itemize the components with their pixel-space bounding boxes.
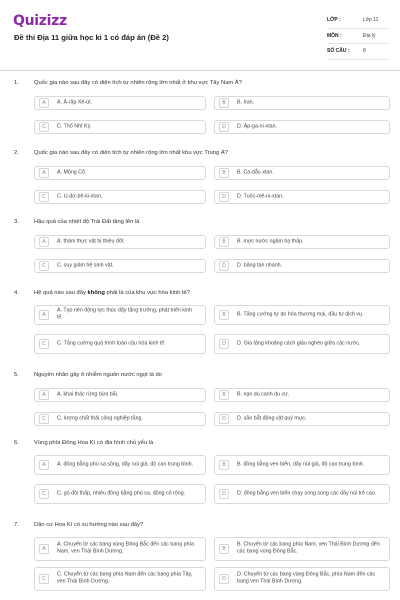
- question-text: Quốc gia nào sau đây có diện tích tự nhiên rộng lớn nhất khu vực Trung Á?: [34, 150, 228, 156]
- option-d[interactable]: [214, 412, 390, 426]
- option-b[interactable]: [214, 305, 390, 325]
- option-text: B. Ca-dắc-xtan.: [237, 169, 274, 176]
- option-letter: C: [39, 414, 49, 424]
- option-text: C. suy giảm hệ sinh vật.: [57, 262, 114, 269]
- option-text: C. lượng chất thải công nghiệp tăng.: [57, 415, 143, 422]
- option-letter: B: [219, 98, 229, 108]
- option-text: C. U-dơ-bê-ki-xtan.: [57, 193, 103, 200]
- option-letter: C: [39, 339, 49, 349]
- option-text: A. Tạo nên động lực thúc đẩy tăng trưởng, phát triển kinh tế.: [57, 307, 193, 321]
- option-letter: C: [39, 192, 49, 202]
- option-text: B. Chuyển từ các bang phía Nam, ven Thái Bình Dương đến các bang vùng Đông Bắc.: [237, 541, 380, 555]
- option-letter: A: [39, 98, 49, 108]
- option-letter: B: [219, 237, 229, 247]
- option-b[interactable]: [214, 96, 390, 110]
- option-text: A. Mông Cổ.: [57, 169, 87, 176]
- option-text: D. săn bắt động vật quý mực.: [237, 415, 307, 422]
- header-divider: [0, 70, 400, 71]
- option-a[interactable]: [34, 166, 206, 180]
- option-a[interactable]: [34, 537, 206, 561]
- option-d[interactable]: [214, 567, 390, 591]
- option-text: B. Tăng cường tự do hóa thương mại, đầu tư dịch vụ.: [237, 311, 364, 318]
- option-letter: D: [219, 122, 229, 132]
- option-a[interactable]: [34, 96, 206, 110]
- option-c[interactable]: [34, 412, 206, 426]
- option-letter: A: [39, 460, 49, 470]
- option-letter: B: [219, 168, 229, 178]
- worksheet-header: [0, 0, 400, 62]
- option-c[interactable]: [34, 484, 206, 504]
- question-1: [14, 80, 390, 130]
- option-text: D. Gia tăng khoảng cách giàu nghèo giữa các nước.: [237, 340, 361, 347]
- question-text: Dân cư Hoa Kì có xu hướng nào sau đây?: [34, 522, 144, 528]
- option-text: B. mực nước ngầm hạ thấp.: [237, 238, 304, 245]
- option-d[interactable]: [214, 334, 390, 354]
- option-text: D. Tuốc-mê-ni-xtan.: [237, 193, 284, 200]
- option-d[interactable]: [214, 120, 390, 134]
- option-letter: D: [219, 192, 229, 202]
- option-b[interactable]: [214, 388, 390, 402]
- question-number: 3.: [14, 219, 19, 225]
- question-text: Hệ quả nào sau đây không phải là của khu vực hóa kinh tế?: [34, 290, 190, 296]
- option-text: A. Chuyển từ các bang vùng Đông Bắc đến các bang phía Nam, ven Thái Bình Dương.: [57, 541, 194, 555]
- option-text: C. gò đồi thấp, nhiều đồng bằng phù sa, đồng cỏ rộng.: [57, 490, 186, 497]
- option-letter: C: [39, 122, 49, 132]
- option-letter: D: [219, 489, 229, 499]
- worksheet-title: Đề thi Địa 11 giữa học kì 1 có đáp án (Đề 2): [14, 33, 169, 42]
- option-d[interactable]: [214, 484, 390, 504]
- question-number: 4.: [14, 290, 19, 296]
- option-d[interactable]: [214, 190, 390, 204]
- option-text: D. Áp-ga-ni-xtan.: [237, 123, 278, 130]
- option-text: B. đồng bằng ven biển, dãy núi già, độ cao trung bình.: [237, 461, 365, 468]
- option-text: D. Chuyển từ các bang vùng Đông Bắc, phía Nam đến các bang ven Thái Bình Dương.: [237, 571, 376, 585]
- option-letter: D: [219, 339, 229, 349]
- option-text: A. khai thác rừng bừa bãi.: [57, 391, 119, 398]
- meta-row-count: [327, 44, 389, 60]
- option-letter: A: [39, 168, 49, 178]
- option-c[interactable]: [34, 120, 206, 134]
- option-letter: A: [39, 390, 49, 400]
- option-text: D. đồng bằng ven biển chạy song song các dãy núi trẻ cao.: [237, 490, 377, 497]
- option-text: D. băng tan nhanh.: [237, 262, 283, 269]
- option-letter: B: [219, 310, 229, 320]
- question-5: [14, 372, 390, 422]
- meta-label: LỚP :: [327, 17, 341, 24]
- question-text: Quốc gia nào sau đây có diện tích tự nhiên rộng lớn nhất ở khu vực Tây Nam Á?: [34, 80, 242, 86]
- option-letter: C: [39, 261, 49, 271]
- meta-value: 8: [363, 48, 366, 55]
- option-text: B. Iran.: [237, 99, 255, 106]
- question-number: 5.: [14, 372, 19, 378]
- question-2: [14, 150, 390, 200]
- option-text: C. Tăng cường quá trình toàn cầu hóa kinh tế.: [57, 340, 166, 347]
- option-letter: B: [219, 390, 229, 400]
- option-c[interactable]: [34, 190, 206, 204]
- option-letter: A: [39, 310, 49, 320]
- option-letter: D: [219, 414, 229, 424]
- question-number: 7.: [14, 522, 19, 528]
- option-letter: C: [39, 574, 49, 584]
- option-c[interactable]: [34, 567, 206, 591]
- meta-value: Địa lý: [363, 32, 376, 39]
- quizizz-logo: Quizizz: [13, 13, 67, 29]
- question-3: [14, 219, 390, 269]
- question-number: 6.: [14, 440, 19, 446]
- option-letter: A: [39, 544, 49, 554]
- meta-value: Lớp 11: [363, 17, 379, 24]
- meta-row-class: [327, 13, 389, 29]
- option-d[interactable]: [214, 259, 390, 273]
- option-a[interactable]: [34, 235, 206, 249]
- option-letter: B: [219, 544, 229, 554]
- option-letter: C: [39, 489, 49, 499]
- meta-label: SỐ CÂU :: [327, 48, 350, 55]
- option-a[interactable]: [34, 455, 206, 475]
- question-emphasis: không: [87, 290, 105, 296]
- option-b[interactable]: [214, 537, 390, 561]
- option-c[interactable]: [34, 259, 206, 273]
- worksheet-meta: [327, 13, 389, 60]
- option-c[interactable]: [34, 334, 206, 354]
- option-text: A. Ả-rập Xê-út.: [57, 99, 93, 106]
- option-text: C. Chuyển từ các bang phía Nam đến các bang phía Tây, ven Thái Bình Dương.: [57, 571, 193, 585]
- option-text: B. nạn du canh du cư.: [237, 391, 290, 398]
- option-b[interactable]: [214, 455, 390, 475]
- question-number: 2.: [14, 150, 19, 156]
- option-b[interactable]: [214, 166, 390, 180]
- option-letter: A: [39, 237, 49, 247]
- option-letter: D: [219, 261, 229, 271]
- question-number: 1.: [14, 80, 19, 86]
- meta-label: MÔN :: [327, 32, 342, 39]
- question-6: [14, 440, 390, 497]
- meta-row-subject: [327, 29, 389, 45]
- question-4: [14, 290, 390, 347]
- option-text: A. thảm thực vật bị thiêu đốt.: [57, 238, 125, 245]
- option-text: A. đồng bằng phù sa sông, dãy núi già, độ cao trung bình.: [57, 461, 194, 468]
- question-text: Hậu quả của nhiệt độ Trái Đất tăng lên là: [34, 219, 140, 225]
- question-text: Vùng phía Đông Hoa Kì có địa hình chủ yếu là: [34, 440, 154, 446]
- option-letter: B: [219, 460, 229, 470]
- option-text: C. Thổ Nhĩ Kỳ.: [57, 123, 92, 130]
- option-a[interactable]: [34, 388, 206, 402]
- option-letter: D: [219, 574, 229, 584]
- option-b[interactable]: [214, 235, 390, 249]
- option-a[interactable]: [34, 305, 206, 325]
- question-text: Nguyên nhân gây ô nhiễm nguồn nước ngọt là do: [34, 372, 162, 378]
- question-7: [14, 522, 390, 585]
